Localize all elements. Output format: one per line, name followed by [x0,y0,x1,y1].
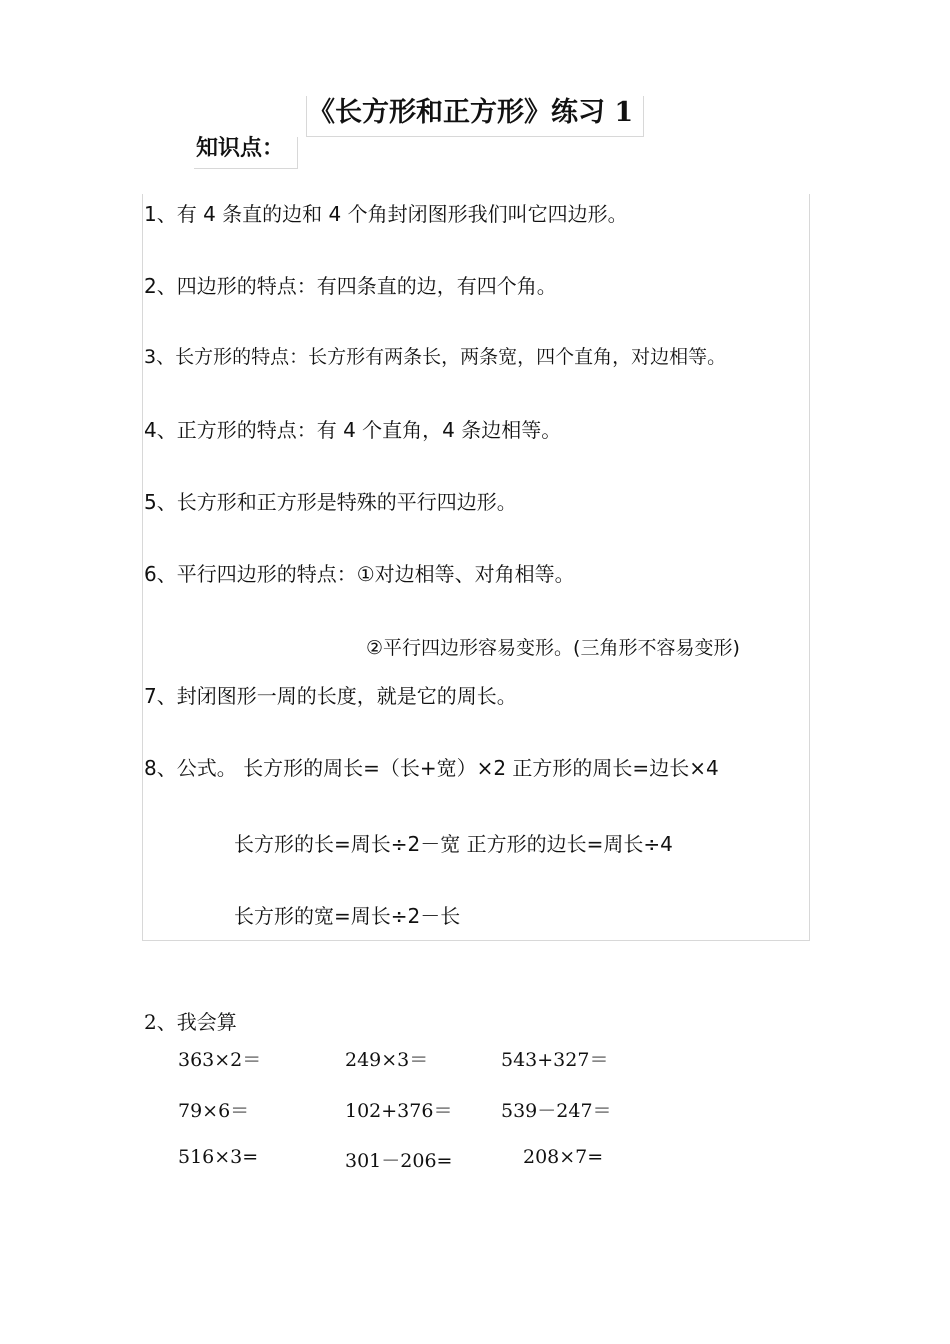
point-5: 5、长方形和正方形是特殊的平行四边形。 [144,490,517,514]
point-1: 1、有 4 条直的边和 4 个角封闭图形我们叫它四边形。 [144,202,628,226]
formula-line-3: 长方形的宽=周长÷2－长 [234,904,461,928]
label-border-bottom [194,168,298,169]
calc-item: 543+327＝ [501,1049,609,1071]
calc-item: 102+376＝ [345,1100,453,1122]
point-7: 7、封闭图形一周的长度，就是它的周长。 [144,684,517,708]
calc-item: 516×3= [178,1146,259,1168]
title-border-bottom [306,136,644,137]
label-border-right [297,137,298,168]
calc-item: 539－247＝ [501,1100,612,1122]
point-3: 3、长方形的特点：长方形有两条长，两条宽，四个直角，对边相等。 [144,346,727,368]
point-6: 6、平行四边形的特点：①对边相等、对角相等。 [144,562,575,586]
point-4: 4、正方形的特点：有 4 个直角，4 条边相等。 [144,418,562,442]
calc-item: 208×7= [523,1146,604,1168]
calc-item: 301－206= [345,1150,453,1172]
page-title: 《长方形和正方形》练习 1 [308,97,634,128]
calc-item: 79×6＝ [178,1100,250,1122]
calc-item: 249×3＝ [345,1049,429,1071]
formula-line-2: 长方形的长=周长÷2－宽 正方形的边长=周长÷4 [234,832,673,856]
point-2: 2、四边形的特点：有四条直的边，有四个角。 [144,274,557,298]
title-border-left [306,96,307,136]
section-2-heading: 2、我会算 [144,1010,237,1034]
calc-item: 363×2＝ [178,1049,262,1071]
knowledge-label: 知识点： [196,136,285,161]
point-8: 8、公式。 长方形的周长=（长+宽）×2 正方形的周长=边长×4 [144,756,719,780]
title-border-right [643,96,644,136]
point-6-sub: ②平行四边形容易变形。(三角形不容易变形) [366,637,740,659]
